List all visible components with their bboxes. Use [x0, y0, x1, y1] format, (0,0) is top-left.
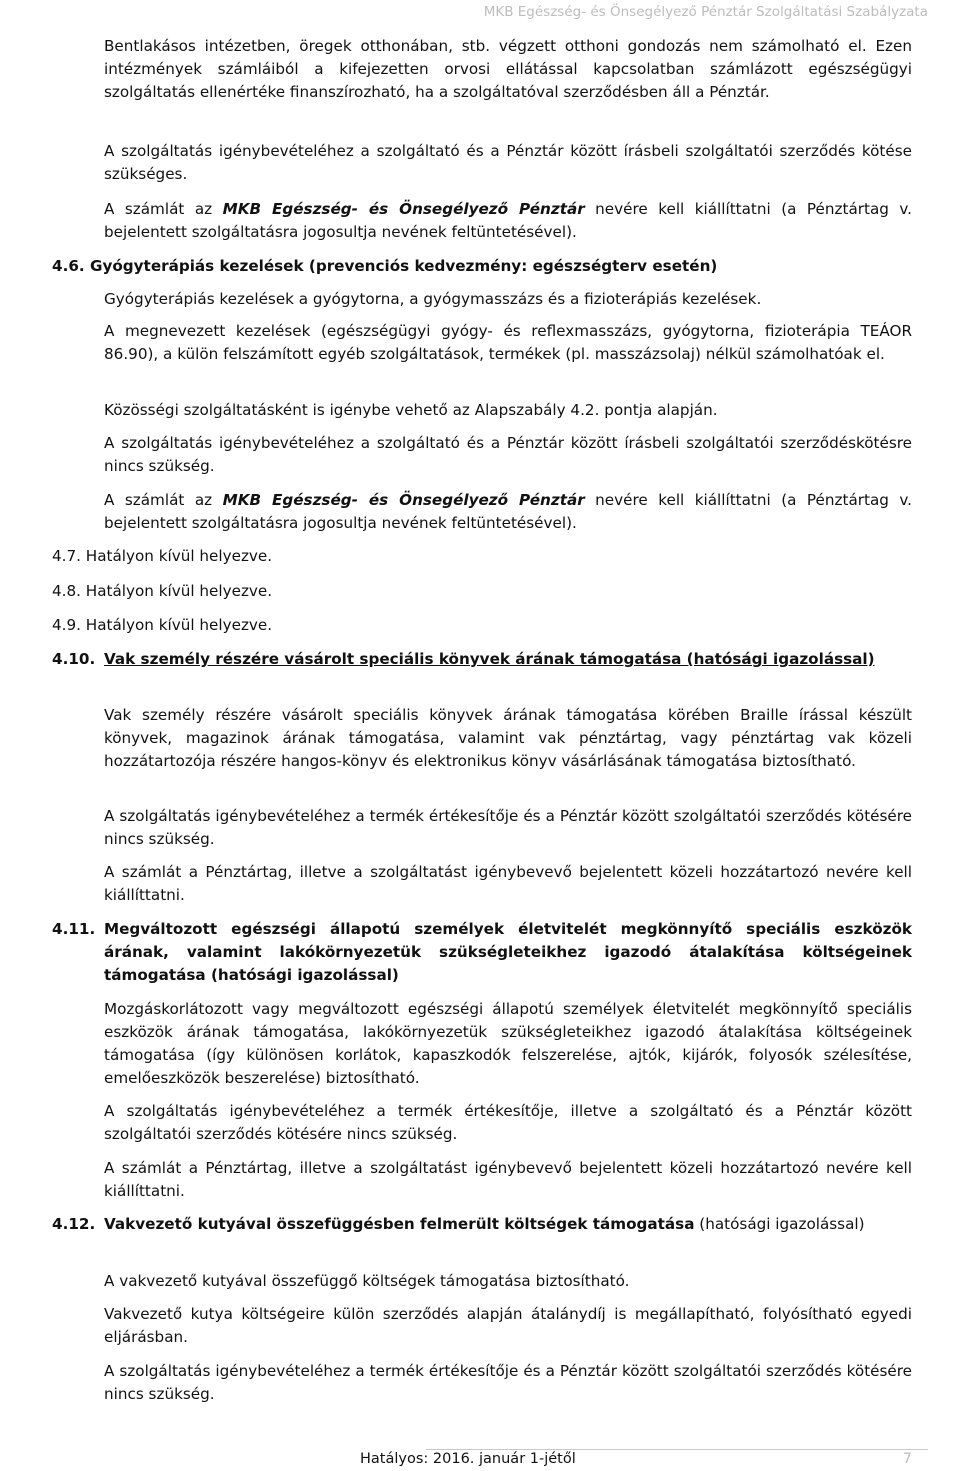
running-header: MKB Egészség- és Önsegélyező Pénztár Szolgáltatási Szabályzata	[483, 4, 928, 20]
s411-paragraph-3: A számlát a Pénztártag, illetve a szolgáltatást igénybevevő bejelentett közeli hozzátartozó nevére kell kiállíttatni.	[104, 1159, 912, 1200]
section-4-8: 4.8. Hatályon kívül helyezve.	[52, 582, 273, 600]
s412-paragraph-3: A szolgáltatás igénybevételéhez a termék értékesítője és a Pénztár között szolgáltatói szerződés kötésére nincs szükség.	[104, 1362, 912, 1403]
paragraph-intro: Bentlakásos intézetben, öregek otthonában, stb. végzett otthoni gondozás nem számolható el. Ezen intézmények számláiból a kifejezetten orvosi ellátással kapcsolatban számlázott egészségügyi szolgáltatás ellenértéke finanszírozható, ha a szolgáltatóval szerződésben áll a Pénztár.	[104, 37, 912, 101]
s410-paragraph-3: A számlát a Pénztártag, illetve a szolgáltatást igénybevevő bejelentett közeli hozzátartozó nevére kell kiállíttatni.	[104, 863, 912, 904]
s46-paragraph-4: A szolgáltatás igénybevételéhez a szolgáltató és a Pénztár között írásbeli szolgáltatói szerződéskötésre nincs szükség.	[104, 434, 912, 475]
s411-paragraph-2: A szolgáltatás igénybevételéhez a termék értékesítője, illetve a szolgáltató és a Pénztár között szolgáltatói szerződés kötésére nincs szükség.	[104, 1102, 912, 1143]
paragraph-invoice-1: A számlát az MKB Egészség- és Önsegélyező Pénztár nevére kell kiállíttatni (a Pénztártag v. bejelentett szolgáltatásra jogosultja nevének feltüntetésével).	[104, 200, 913, 241]
section-4-10-number: 4.10.	[52, 650, 96, 668]
footer-effective-date: Hatályos: 2016. január 1-jétől	[360, 1451, 576, 1467]
section-4-11-number: 4.11.	[52, 920, 96, 938]
s46-paragraph-1: Gyógyterápiás kezelések a gyógytorna, a gyógymasszázs és a fizioterápiás kezelések.	[104, 290, 762, 308]
section-4-10-heading: Vak személy részére vásárolt speciális könyvek árának támogatása (hatósági igazolással)	[104, 650, 875, 668]
s411-paragraph-1: Mozgáskorlátozott vagy megváltozott egészségi állapotú személyek életvitelét megkönnyítő speciális eszközök árának támogatása, lakókörnyezetük szükségleteikhez igazodó átalakítása költségeinek támogatása (így különösen korlátok, kapaszkodók felszerelése, ajtók, kijárók, folyosók szélesítése, emelőeszközök beszerelése) biztosítható.	[104, 1000, 912, 1087]
s412-paragraph-1: A vakvezető kutyával összefüggő költségek támogatása biztosítható.	[104, 1272, 630, 1290]
section-4-12-number: 4.12.	[52, 1215, 96, 1233]
footer-divider	[426, 1449, 928, 1450]
s410-paragraph-2: A szolgáltatás igénybevételéhez a termék értékesítője és a Pénztár között szolgáltatói szerződés kötésére nincs szükség.	[104, 807, 912, 848]
section-4-7: 4.7. Hatályon kívül helyezve.	[52, 547, 273, 565]
section-4-6-heading: 4.6. Gyógyterápiás kezelések (prevenciós kedvezmény: egészségterv esetén)	[52, 257, 718, 275]
fund-name: MKB Egészség- és Önsegélyező Pénztár	[222, 200, 585, 218]
section-4-9: 4.9. Hatályon kívül helyezve.	[52, 616, 273, 634]
section-4-11-heading: Megváltozott egészségi állapotú személyek életvitelét megkönnyítő speciális eszközök árának, valamint lakókörnyezetük szükségleteikhez igazodó átalakítása költségeinek támogatása (hatósági igazolással)	[104, 920, 912, 984]
section-4-12-heading: Vakvezető kutyával összefüggésben felmerült költségek támogatása (hatósági igazolással)	[104, 1215, 865, 1233]
s412-paragraph-2: Vakvezető kutya költségeire külön szerződés alapján átalánydíj is megállapítható, folyósítható egyedi eljárásban.	[104, 1305, 912, 1346]
s46-paragraph-3: Közösségi szolgáltatásként is igénybe vehető az Alapszabály 4.2. pontja alapján.	[104, 401, 718, 419]
paragraph-invoice-2: A számlát az MKB Egészség- és Önsegélyező Pénztár nevére kell kiállíttatni (a Pénztártag v. bejelentett szolgáltatásra jogosultja nevének feltüntetésével).	[104, 491, 913, 532]
s46-paragraph-2: A megnevezett kezelések (egészségügyi gyógy- és reflexmasszázs, gyógytorna, fizioterápia TEÁOR 86.90), a külön felszámított egyéb szolgáltatások, termékek (pl. masszázsolaj) nélkül számolhatóak el.	[104, 322, 912, 363]
s410-paragraph-1: Vak személy részére vásárolt speciális könyvek árának támogatása körében Braille írással készült könyvek, magazinok árának támogatása, valamint vak pénztártag, vagy pénztártag vak közeli hozzátartozója részére hangos-könyv és elektronikus könyv vásárlásának támogatása biztosítható.	[104, 706, 912, 770]
page-number: 7	[902, 1451, 912, 1467]
paragraph-contract-required: A szolgáltatás igénybevételéhez a szolgáltató és a Pénztár között írásbeli szolgáltatói szerződés kötése szükséges.	[104, 142, 912, 183]
fund-name: MKB Egészség- és Önsegélyező Pénztár	[222, 491, 585, 509]
